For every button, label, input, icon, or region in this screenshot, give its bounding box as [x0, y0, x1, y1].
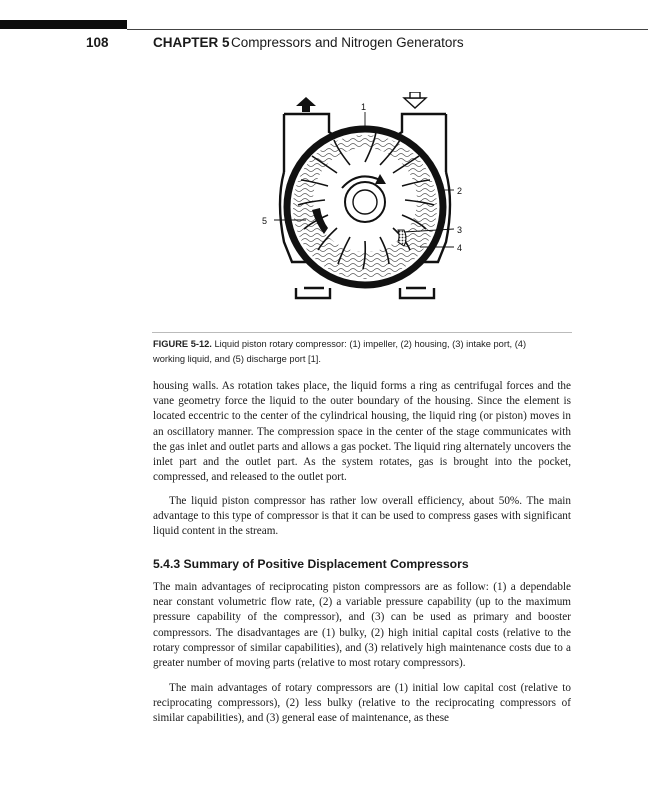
outlet-arrow-icon [296, 97, 316, 112]
left-foot [296, 288, 330, 298]
liquid-piston-compressor-diagram [254, 92, 476, 314]
compressor-figure [254, 92, 476, 314]
header-rule [127, 29, 648, 30]
callout-4: 4 [457, 243, 463, 253]
paragraph-4: The main advantages of rotary compressors are (1) initial low capital cost (relative to reciprocating compressors), (2) less bulky (relative to the reciprocating compressors of similar capabilities), and (3) general ease of maintenance, as these [153, 682, 571, 725]
callout-1: 1 [361, 102, 367, 112]
running-header [0, 35, 648, 55]
caption-rule [152, 332, 572, 333]
callout-5: 5 [262, 216, 268, 226]
caption-label: FIGURE 5-12. [153, 339, 212, 349]
page-number: 108 [86, 35, 109, 50]
chapter-label: CHAPTER 5 [153, 35, 230, 50]
callout-3: 3 [457, 225, 463, 235]
caption-text: Liquid piston rotary compressor: (1) impeller, (2) housing, (3) intake port, (4) working liquid, and (5) discharge port [1]. [153, 339, 527, 364]
paragraph-3: The main advantages of reciprocating piston compressors are as follow: (1) a dependable near constant volumetric flow rate, (2) a variable pressure capability (up to the maximum pressure capability of the compressor), and (3) can be used as primary and booster compressors. The disadvantages are (1) bulky, (2) high initial capital costs (relative to the rotary compressor of similar capabilities), and (3) relatively high maintenance costs due to a greater number of moving parts (relative to most rotary compressors). [153, 581, 571, 670]
section-heading: 5.4.3 Summary of Positive Displacement Compressors [153, 557, 469, 571]
right-foot [400, 288, 434, 298]
inlet-arrow-icon [404, 98, 426, 108]
chapter-title: Compressors and Nitrogen Generators [231, 35, 464, 50]
header-black-bar [0, 20, 127, 29]
figure-caption [153, 337, 553, 367]
paragraph-2: The liquid piston compressor has rather low overall efficiency, about 50%. The main advantage to this type of compressor is that it can be used to compress gases with significant liquid content in the stream. [153, 495, 571, 538]
paragraph-1: housing walls. As rotation takes place, the liquid forms a ring as centrifugal forces and the vane geometry force the liquid to the outer boundary of the housing. Since the element is located eccentric to the center of the cylindrical housing, the liquid ring (or piston) moves in an oscillatory manner. The compression space in the center of the stage communicates with the gas inlet and outlet parts and allows a gas pocket. The liquid ring alternately uncovers the inlet part and the outlet part. As the system rotates, gas is brought into the pocket, compressed, and released to the outlet port. [153, 380, 571, 484]
callout-2: 2 [457, 186, 463, 196]
